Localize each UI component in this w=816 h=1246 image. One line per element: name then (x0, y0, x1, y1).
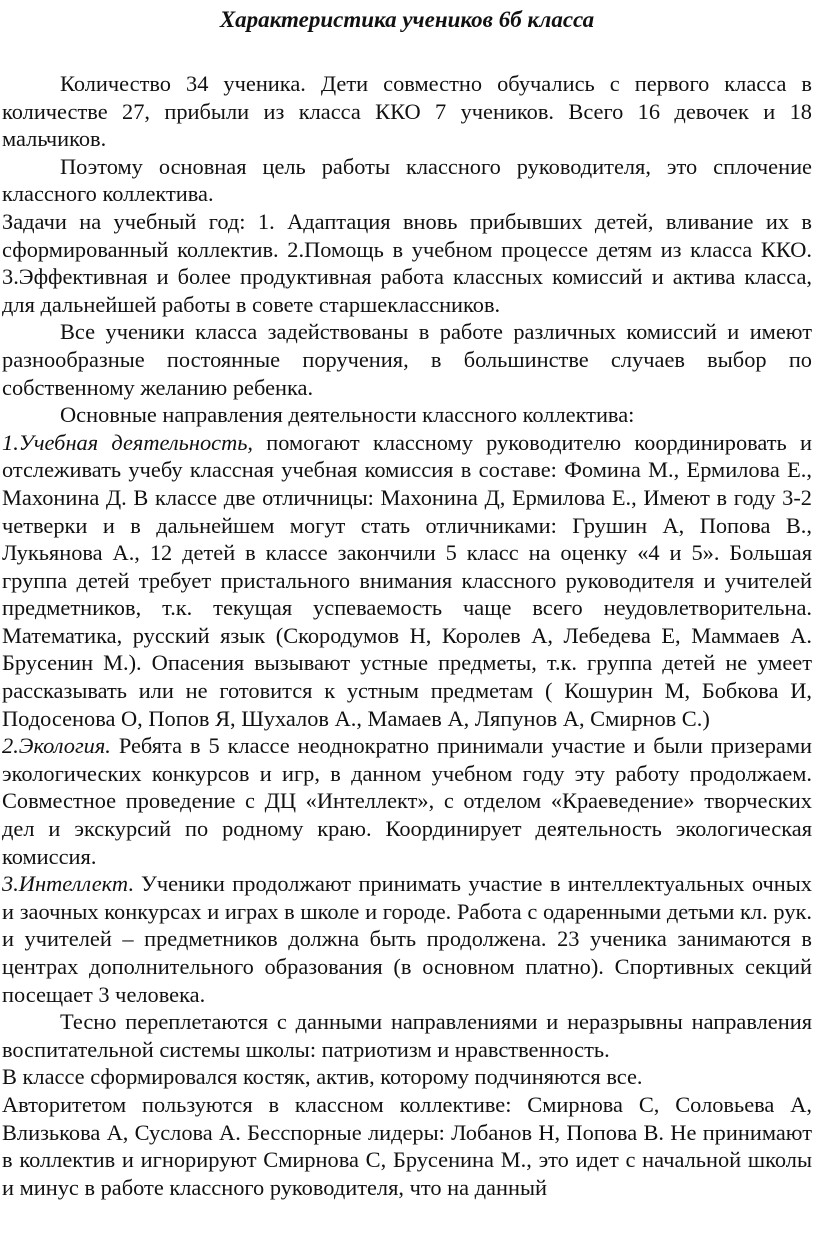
study-heading: 1.Учебная деятельность, (2, 429, 254, 455)
paragraph-class-core: В классе сформировался костяк, актив, которому подчиняются все. (2, 1064, 643, 1090)
ecology-heading: 2.Экология. (2, 733, 111, 759)
paragraph-education-system: Тесно переплетаются с данными направлениями и неразрывны направления воспитательной системы школы: патриотизм и нравственность. (2, 1009, 812, 1062)
paragraph-study (2, 429, 812, 733)
paragraph-authority: Авторитетом пользуются в классном коллективе: Смирнова С, Соловьева А, Влизькова А, Суслова А. Бесспорные лидеры: Лобанов Н, Попова В. Не принимают в коллектив и игнорируют Смирнова С, Брусенина М., это идет с начальной школы и минус в работе классного руководителя, что на данный (2, 1091, 812, 1200)
paragraph-commissions: Все ученики класса задействованы в работе различных комиссий и имеют разнообразные постоянные поручения, в большинстве случаев выбор по собственному желанию ребенка. (2, 319, 812, 400)
paragraph-intellect (2, 870, 812, 1008)
intellect-text: . Ученики продолжают принимать участие в интеллектуальных очных и заочных конкурсах и играх в школе и городе. Работа с одаренными детьми кл. рук. и учителей – предметников должна быть продолжена. 23 ученика занимаются в центрах дополнительного образования (в основном платно). Спортивных секций посещает 3 человека. (2, 871, 812, 1007)
paragraph-directions-heading: Основные направления деятельности классного коллектива: (60, 402, 635, 428)
paragraph-ecology (2, 732, 812, 870)
study-text: помогают классному руководителю координировать и отслеживать учебу классная учебная комиссия в составе: Фомина М., Ермилова Е., Махонина Д. В классе две отличницы: Махонина Д, Ермилова Е., Имеют в году 3-2 четверки и в дальнейшем могут стать отличниками: Грушин А, Попова В., Лукьянова А., 12 детей в классе закончили 5 класс на оценку «4 и 5». Большая группа детей требует пристального внимания классного руководителя и учителей предметников, т.к. текущая успеваемость чаще всего неудовлетворительна. Математика, русский язык (Скородумов Н, Королев А, Лебедева Е, Маммаев А. Брусенин М.). Опасения вызывают устные предметы, т.к. группа детей не умеет рассказывать или не готовится к устным предметам ( Кошурин М, Бобкова И, Подосенова О, Попов Я, Шухалов А., Мамаев А, Ляпунов А, Смирнов С.) (2, 429, 812, 731)
paragraph-main-goal: Поэтому основная цель работы классного руководителя, это сплочение классного коллектива. (2, 153, 812, 207)
intellect-heading: 3.Интеллект (2, 871, 128, 897)
ecology-text: Ребята в 5 классе неоднократно принимали участие и были призерами экологических конкурсов и игр, в данном учебном году эту работу продолжаем. Совместное проведение с ДЦ «Интеллект», с отделом «Краеведение» творческих дел и экскурсий по родному краю. Координирует деятельность экологическая комиссия. (2, 733, 812, 869)
paragraph-class-size: Количество 34 ученика. Дети совместно обучались с первого класса в количестве 27, прибыли из класса ККО 7 учеников. Всего 16 девочек и 18 мальчиков. (2, 71, 812, 152)
document-title: Характеристика учеников 6б класса (219, 7, 595, 32)
paragraph-tasks: Задачи на учебный год: 1. Адаптация вновь прибывших детей, вливание их в сформированный коллектив. 2.Помощь в учебном процессе детям из класса ККО. 3.Эффективная и более продуктивная работа классных комиссий и актива класса, для дальнейшей работы в совете старшеклассников. (2, 208, 812, 317)
